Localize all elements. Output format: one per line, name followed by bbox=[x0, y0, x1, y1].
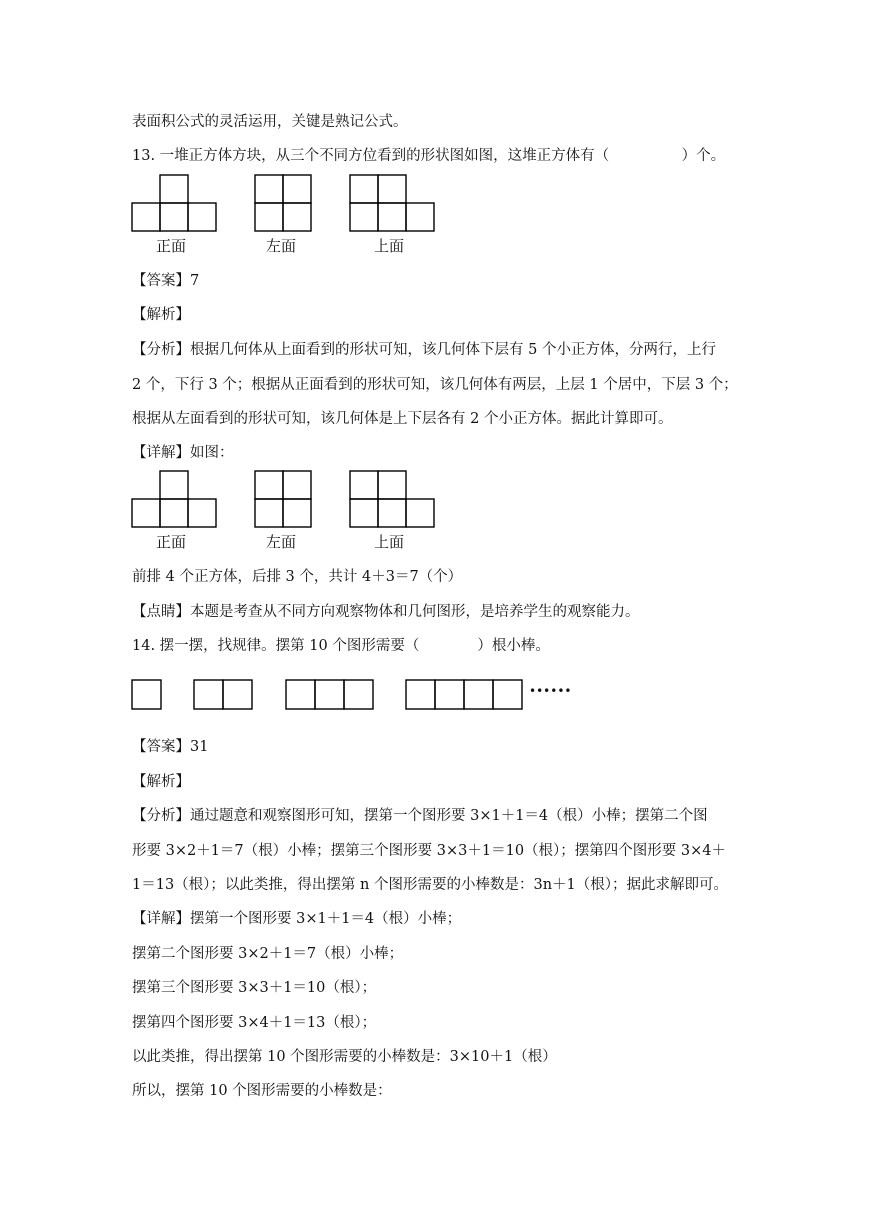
front-view-label: 正面 bbox=[156, 533, 187, 551]
detail-text: 摆第三个图形要 3×3＋1＝10（根）； bbox=[132, 980, 377, 996]
left-view-label: 左面 bbox=[266, 237, 297, 255]
stick-pattern-3 bbox=[285, 679, 375, 711]
stick-pattern-2 bbox=[193, 679, 254, 711]
question-13: 13. 一堆正方体方块，从三个不同方位看到的形状图如图，这堆正方体有（ ）个。 bbox=[132, 148, 726, 164]
front-view-figure bbox=[131, 470, 218, 529]
left-view-figure bbox=[254, 470, 313, 529]
left-view-label: 左面 bbox=[266, 533, 297, 551]
analysis-heading: 【解析】 bbox=[132, 774, 190, 790]
detail-heading: 【详解】如图： bbox=[132, 445, 234, 461]
text-line: 表面积公式的灵活运用，关键是熟记公式。 bbox=[132, 114, 408, 130]
question-14: 14. 摆一摆，找规律。摆第 10 个图形需要（ ）根小棒。 bbox=[132, 638, 550, 654]
front-view-figure bbox=[131, 174, 218, 233]
front-view-label: 正面 bbox=[156, 237, 187, 255]
analysis-text: 【分析】根据几何体从上面看到的形状可知，该几何体下层有 5 个小正方体，分两行，上行 bbox=[132, 342, 716, 358]
ellipsis-dots: •••••• bbox=[529, 684, 572, 698]
left-view-figure bbox=[254, 174, 313, 233]
analysis-text: 2 个，下行 3 个；根据从正面看到的形状可知，该几何体有两层，上层 1 个居中，下层 3 个； bbox=[132, 377, 738, 393]
top-view-label: 上面 bbox=[374, 237, 405, 255]
comment-text: 【点睛】本题是考查从不同方向观察物体和几何图形，是培养学生的观察能力。 bbox=[132, 604, 640, 620]
detail-text: 以此类推，得出摆第 10 个图形需要的小棒数是：3×10＋1（根） bbox=[132, 1049, 557, 1065]
analysis-text: 形要 3×2＋1＝7（根）小棒；摆第三个图形要 3×3＋1＝10（根）；摆第四个图形要 3×4＋ bbox=[132, 843, 727, 859]
top-view-figure bbox=[349, 174, 436, 233]
stick-pattern-1 bbox=[131, 679, 163, 711]
detail-text: 摆第二个图形要 3×2＋1＝7（根）小棒； bbox=[132, 946, 404, 962]
detail-text: 前排 4 个正方体，后排 3 个，共计 4＋3＝7（个） bbox=[132, 569, 463, 585]
analysis-text: 根据从左面看到的形状可知，该几何体是上下层各有 2 个小正方体。据此计算即可。 bbox=[132, 411, 673, 427]
top-view-figure bbox=[349, 470, 436, 529]
detail-text: 所以，摆第 10 个图形需要的小棒数是： bbox=[132, 1083, 392, 1099]
answer-14: 【答案】31 bbox=[132, 739, 209, 755]
detail-text: 【详解】摆第一个图形要 3×1＋1＝4（根）小棒； bbox=[132, 911, 462, 927]
analysis-text: 【分析】通过题意和观察图形可知，摆第一个图形要 3×1＋1＝4（根）小棒；摆第二个图 bbox=[132, 808, 708, 824]
detail-text: 摆第四个图形要 3×4＋1＝13（根）； bbox=[132, 1015, 377, 1031]
answer-13: 【答案】7 bbox=[132, 273, 200, 289]
analysis-heading: 【解析】 bbox=[132, 307, 190, 323]
stick-pattern-4 bbox=[405, 679, 524, 711]
analysis-text: 1＝13（根）；以此类推，得出摆第 n 个图形需要的小棒数是：3n＋1（根）；据此求解即可。 bbox=[132, 877, 729, 893]
top-view-label: 上面 bbox=[374, 533, 405, 551]
